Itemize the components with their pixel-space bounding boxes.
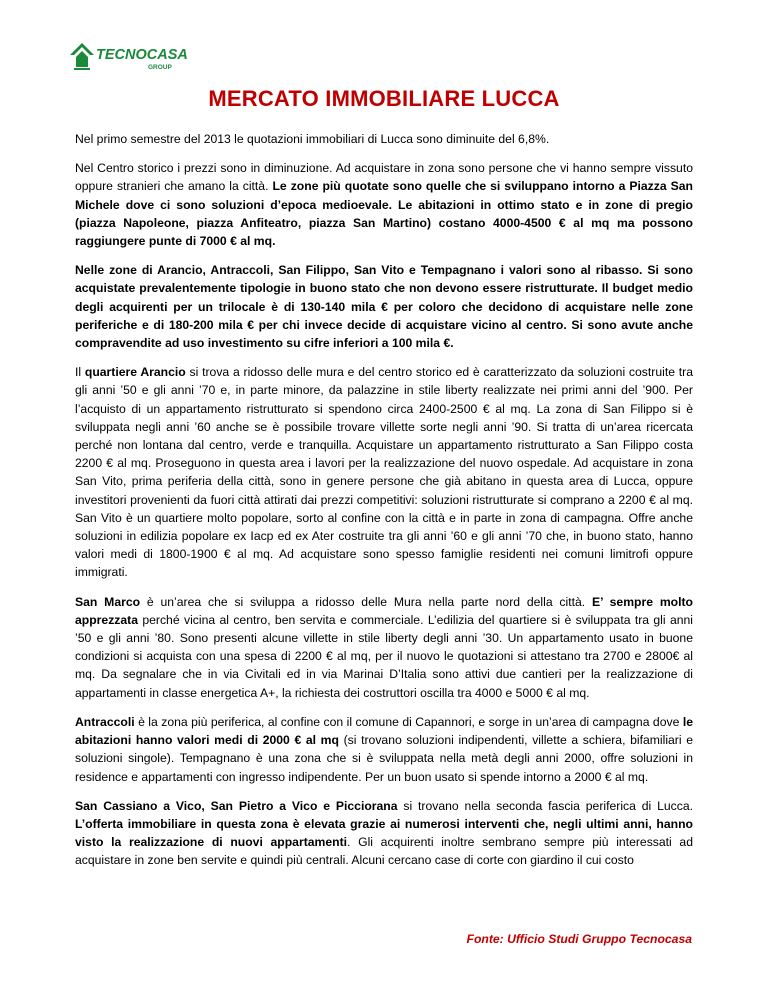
paragraph-san-marco: San Marco è un’area che si sviluppa a ridosso delle Mura nella parte nord della città. E’ sempre molto apprezzata perché vicina al centro, ben servita e commerciale. L’edilizia del quartiere si è sviluppata tra gli anni ’50 e gli anni ’80. Sono presenti alcune villette in stile liberty degli anni ’30. Un appartamento usato in buone condizioni si acquista con una spesa di 2200 € al mq, per il nuovo le quotazioni si attestano tra 2700 e 2800€ al mq. Da segnalare che in via Civitali ed in via Marinai D’Italia sono attivi due cantieri per la realizzazione di appartamenti in classe energetica A+, la richiesta dei costruttori oscilla tra 4000 e 5000 € al mq.	[75, 594, 693, 700]
paragraph-antraccoli: Antraccoli è la zona più periferica, al confine con il comune di Capannori, e sorge in un’area di campagna dove le abitazioni hanno valori medi di 2000 € al mq (si trovano soluzioni indipendenti, villette a schiera, bifamiliari e soluzioni singole). Tempagnano è una zona che si è sviluppata nella metà degli anni 2000, offre soluzioni in residence e appartamenti con ingresso indipendente. Per un buon usato si spende intorno a 2000 € al mq.	[75, 714, 693, 784]
page-title: MERCATO IMMOBILIARE LUCCA	[208, 86, 560, 111]
paragraph-arancio: Il quartiere Arancio si trova a ridosso delle mura e del centro storico ed è caratterizzato da soluzioni costruite tra gli anni ’50 e gli anni ’70 e, in parte minore, da palazzine in stile liberty realizzate nei primi anni del ’900. Per l’acquisto di un appartamento ristrutturato si spendono circa 2400-2500 € al mq. La zona di San Filippo si è sviluppata negli anni ’60 anche se è possibile trovare villette sorte negli anni ’90. Si tratta di un’area ricercata perché non lontana dal centro, verde e tranquilla. Acquistare un appartamento ristrutturato a San Filippo costa 2200 € al mq. Proseguono in questa area i lavori per la realizzazione del nuovo ospedale. Ad acquistare in zona San Vito, prima periferia della città, sono in genere persone che già abitano in questa area di Lucca, oppure investitori provenienti da fuori città attirati dai prezzi competitivi: soluzioni ristrutturate si comprano a 2200 € al mq. San Vito è un quartiere molto popolare, sorto al confine con la città e in parte in zona di campagna. Offre anche soluzioni in edilizia popolare ex Iacp ed ex Ater costruite tra gli anni ’60 e gli anni ’70 che, in buono stato, hanno valori medi di 1800-1900 € al mq. Ad acquistare sono spesso famiglie residenti nei comuni limitrofi oppure immigrati.	[75, 365, 693, 580]
logo-sub: GROUP	[148, 64, 172, 71]
paragraph-san-cassiano: San Cassiano a Vico, San Pietro a Vico e Picciorana si trovano nella seconda fascia periferica di Lucca. L’offerta immobiliare in questa zona è elevata grazie ai numerosi interventi che, negli ultimi anni, hanno visto la realizzazione di nuovi appartamenti. Gli acquirenti inoltre sembrano sempre più interessati ad acquistare in zone ben servite e quindi più centrali. Alcuni cercano case di corte con giardino il cui costo	[75, 798, 693, 868]
source-footer: Fonte: Ufficio Studi Gruppo Tecnocasa	[466, 932, 692, 946]
paragraph-zone-summary: Nelle zone di Arancio, Antraccoli, San Filippo, San Vito e Tempagnano i valori sono al ribasso. Si sono acquistate prevalentemente tipologie in buono stato che non devono essere ristrutturate. Il budget medio degli acquirenti per un trilocale è di 130-140 mila € per coloro che decidono di acquistare nelle zone periferiche e di 180-200 mila € per chi invece decide di acquistare vicino al centro. Si sono avute anche compravendite ad uso investimento su cifre inferiori a 100 mila €.	[75, 263, 693, 351]
article-body	[75, 130, 693, 881]
tecnocasa-logo	[68, 38, 188, 74]
paragraph-intro: Nel primo semestre del 2013 le quotazioni immobiliari di Lucca sono diminuite del 6,8%.	[75, 132, 550, 146]
paragraph-centro-storico: Nel Centro storico i prezzi sono in diminuzione. Ad acquistare in zona sono persone che vi hanno sempre vissuto oppure stranieri che amano la città. Le zone più quotate sono quelle che si sviluppano intorno a Piazza San Michele dove ci sono soluzioni d’epoca medioevale. Le abitazioni in ottimo stato e in zone di pregio (piazza Napoleone, piazza Anfiteatro, piazza San Martino) costano 4000-4500 € al mq ma possono raggiungere punte di 7000 € al mq.	[75, 161, 693, 249]
logo-name: TECNOCASA	[96, 47, 188, 63]
